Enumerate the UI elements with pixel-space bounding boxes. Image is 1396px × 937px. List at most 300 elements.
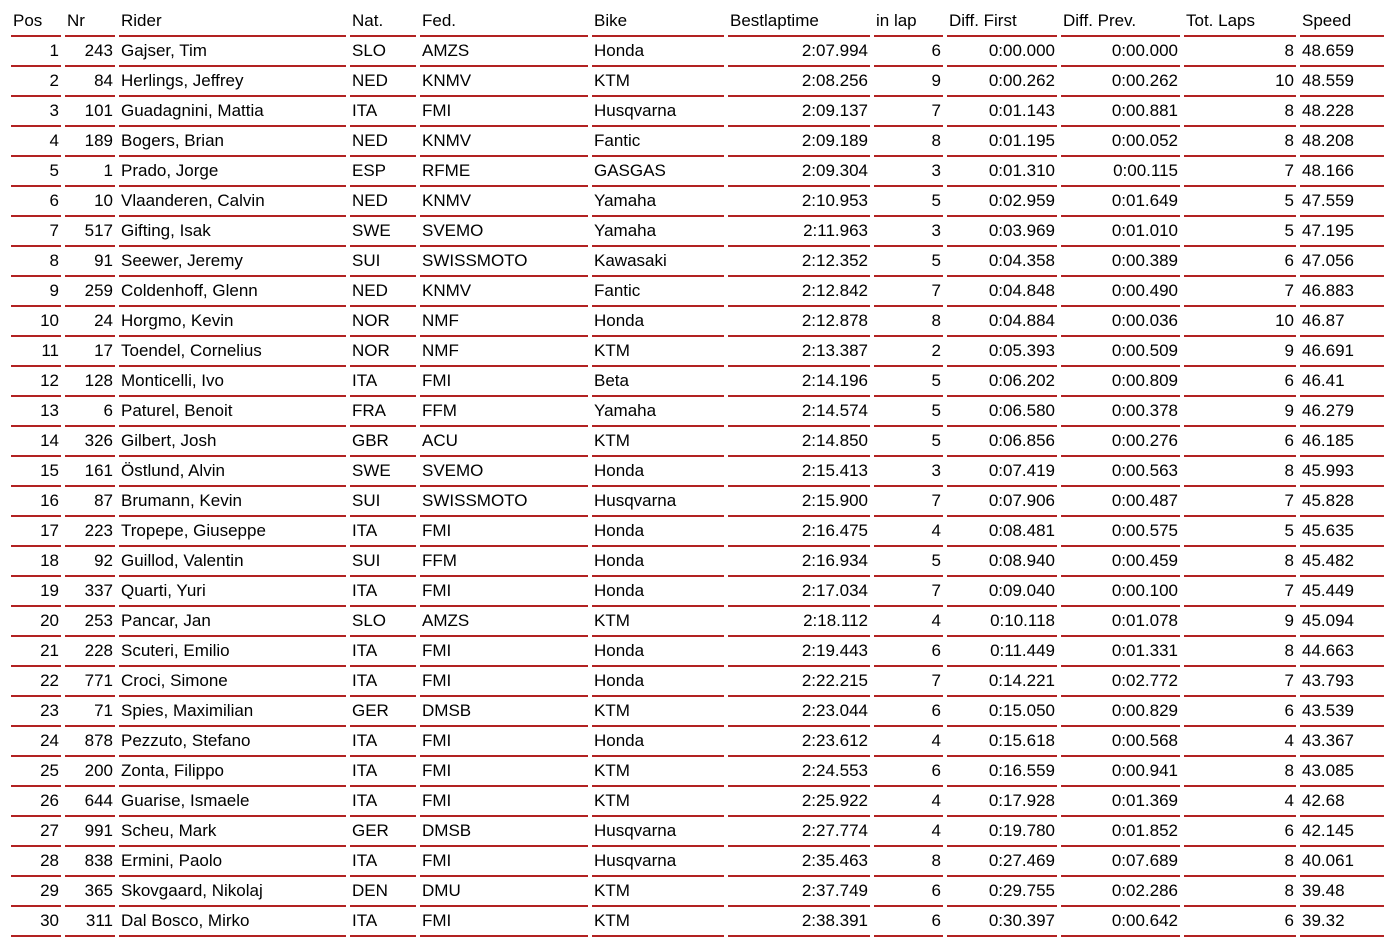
cell-in-lap: 6 <box>874 757 943 787</box>
cell-rider: Guarise, Ismaele <box>119 787 346 817</box>
cell-rider: Zonta, Filippo <box>119 757 346 787</box>
cell-rider: Herlings, Jeffrey <box>119 67 346 97</box>
cell-fed: SWISSMOTO <box>420 247 588 277</box>
cell-nr: 644 <box>65 787 115 817</box>
cell-in-lap: 4 <box>874 817 943 847</box>
cell-nat: GER <box>350 697 416 727</box>
cell-diff-prev: 0:00.642 <box>1061 907 1180 937</box>
cell-bestlaptime: 2:12.352 <box>728 247 870 277</box>
cell-rider: Pezzuto, Stefano <box>119 727 346 757</box>
cell-nr: 311 <box>65 907 115 937</box>
cell-tot-laps: 7 <box>1184 487 1296 517</box>
cell-nr: 228 <box>65 637 115 667</box>
cell-diff-first: 0:01.195 <box>947 127 1057 157</box>
cell-nat: NOR <box>350 307 416 337</box>
cell-diff-first: 0:07.906 <box>947 487 1057 517</box>
cell-bike: KTM <box>592 757 724 787</box>
cell-diff-first: 0:07.419 <box>947 457 1057 487</box>
cell-fed: SVEMO <box>420 217 588 247</box>
col-header-nr: Nr <box>65 7 115 37</box>
cell-bike: KTM <box>592 907 724 937</box>
cell-diff-first: 0:01.310 <box>947 157 1057 187</box>
cell-fed: KNMV <box>420 277 588 307</box>
cell-tot-laps: 8 <box>1184 637 1296 667</box>
cell-tot-laps: 4 <box>1184 727 1296 757</box>
cell-nat: GER <box>350 817 416 847</box>
cell-diff-prev: 0:00.881 <box>1061 97 1180 127</box>
cell-bike: Yamaha <box>592 187 724 217</box>
table-row <box>11 187 1384 217</box>
cell-bike: Husqvarna <box>592 847 724 877</box>
cell-nat: GBR <box>350 427 416 457</box>
cell-diff-first: 0:27.469 <box>947 847 1057 877</box>
col-header-rider: Rider <box>119 7 346 37</box>
cell-pos: 2 <box>11 67 61 97</box>
cell-pos: 15 <box>11 457 61 487</box>
cell-speed: 40.061 <box>1300 847 1384 877</box>
table-row <box>11 487 1384 517</box>
cell-diff-prev: 0:00.459 <box>1061 547 1180 577</box>
cell-pos: 16 <box>11 487 61 517</box>
cell-tot-laps: 5 <box>1184 217 1296 247</box>
cell-nat: SUI <box>350 247 416 277</box>
cell-tot-laps: 6 <box>1184 427 1296 457</box>
cell-diff-first: 0:15.050 <box>947 697 1057 727</box>
cell-bike: Honda <box>592 637 724 667</box>
cell-diff-first: 0:10.118 <box>947 607 1057 637</box>
cell-diff-first: 0:05.393 <box>947 337 1057 367</box>
cell-diff-prev: 0:00.052 <box>1061 127 1180 157</box>
cell-in-lap: 2 <box>874 337 943 367</box>
cell-rider: Gajser, Tim <box>119 37 346 67</box>
cell-fed: FMI <box>420 637 588 667</box>
cell-nat: SUI <box>350 547 416 577</box>
cell-diff-first: 0:04.358 <box>947 247 1057 277</box>
results-body <box>11 37 1384 937</box>
cell-tot-laps: 8 <box>1184 37 1296 67</box>
cell-bike: Honda <box>592 727 724 757</box>
cell-diff-first: 0:06.202 <box>947 367 1057 397</box>
cell-bestlaptime: 2:09.137 <box>728 97 870 127</box>
cell-fed: FMI <box>420 577 588 607</box>
cell-pos: 30 <box>11 907 61 937</box>
cell-bestlaptime: 2:09.304 <box>728 157 870 187</box>
table-row <box>11 37 1384 67</box>
cell-bestlaptime: 2:14.850 <box>728 427 870 457</box>
cell-bestlaptime: 2:17.034 <box>728 577 870 607</box>
cell-diff-first: 0:00.262 <box>947 67 1057 97</box>
cell-in-lap: 5 <box>874 547 943 577</box>
cell-nat: ITA <box>350 907 416 937</box>
cell-rider: Brumann, Kevin <box>119 487 346 517</box>
cell-in-lap: 5 <box>874 367 943 397</box>
col-header-nat: Nat. <box>350 7 416 37</box>
cell-in-lap: 9 <box>874 67 943 97</box>
cell-tot-laps: 8 <box>1184 457 1296 487</box>
cell-fed: FMI <box>420 367 588 397</box>
cell-rider: Guillod, Valentin <box>119 547 346 577</box>
cell-bestlaptime: 2:38.391 <box>728 907 870 937</box>
cell-tot-laps: 8 <box>1184 97 1296 127</box>
cell-speed: 42.68 <box>1300 787 1384 817</box>
cell-fed: FMI <box>420 847 588 877</box>
cell-diff-prev: 0:07.689 <box>1061 847 1180 877</box>
cell-speed: 47.559 <box>1300 187 1384 217</box>
cell-nr: 253 <box>65 607 115 637</box>
cell-fed: FFM <box>420 547 588 577</box>
cell-tot-laps: 5 <box>1184 517 1296 547</box>
cell-speed: 46.185 <box>1300 427 1384 457</box>
cell-tot-laps: 7 <box>1184 277 1296 307</box>
table-row <box>11 217 1384 247</box>
cell-diff-first: 0:08.481 <box>947 517 1057 547</box>
cell-nr: 200 <box>65 757 115 787</box>
cell-nr: 243 <box>65 37 115 67</box>
cell-nat: NED <box>350 67 416 97</box>
cell-pos: 11 <box>11 337 61 367</box>
cell-diff-prev: 0:00.490 <box>1061 277 1180 307</box>
cell-in-lap: 5 <box>874 247 943 277</box>
cell-speed: 42.145 <box>1300 817 1384 847</box>
cell-tot-laps: 9 <box>1184 607 1296 637</box>
cell-bike: Kawasaki <box>592 247 724 277</box>
table-row <box>11 817 1384 847</box>
cell-bestlaptime: 2:14.574 <box>728 397 870 427</box>
table-row <box>11 757 1384 787</box>
cell-fed: SWISSMOTO <box>420 487 588 517</box>
cell-rider: Ermini, Paolo <box>119 847 346 877</box>
cell-nat: NOR <box>350 337 416 367</box>
cell-bike: Honda <box>592 517 724 547</box>
cell-diff-prev: 0:01.369 <box>1061 787 1180 817</box>
cell-rider: Guadagnini, Mattia <box>119 97 346 127</box>
cell-bestlaptime: 2:10.953 <box>728 187 870 217</box>
cell-nr: 17 <box>65 337 115 367</box>
cell-speed: 45.449 <box>1300 577 1384 607</box>
cell-nat: ITA <box>350 757 416 787</box>
cell-rider: Gilbert, Josh <box>119 427 346 457</box>
cell-nr: 6 <box>65 397 115 427</box>
cell-diff-first: 0:04.884 <box>947 307 1057 337</box>
cell-pos: 5 <box>11 157 61 187</box>
cell-speed: 48.659 <box>1300 37 1384 67</box>
cell-fed: FMI <box>420 667 588 697</box>
cell-diff-first: 0:04.848 <box>947 277 1057 307</box>
col-header-in-lap: in lap <box>874 7 943 37</box>
cell-fed: NMF <box>420 307 588 337</box>
cell-diff-first: 0:00.000 <box>947 37 1057 67</box>
cell-rider: Vlaanderen, Calvin <box>119 187 346 217</box>
cell-pos: 13 <box>11 397 61 427</box>
table-row <box>11 727 1384 757</box>
cell-bike: KTM <box>592 877 724 907</box>
table-row <box>11 67 1384 97</box>
cell-speed: 47.056 <box>1300 247 1384 277</box>
cell-bike: Honda <box>592 577 724 607</box>
header-row <box>11 7 1384 37</box>
cell-bike: Husqvarna <box>592 97 724 127</box>
cell-bestlaptime: 2:25.922 <box>728 787 870 817</box>
table-row <box>11 517 1384 547</box>
cell-pos: 7 <box>11 217 61 247</box>
cell-rider: Quarti, Yuri <box>119 577 346 607</box>
cell-speed: 43.793 <box>1300 667 1384 697</box>
table-row <box>11 607 1384 637</box>
cell-pos: 29 <box>11 877 61 907</box>
cell-nr: 92 <box>65 547 115 577</box>
table-row <box>11 277 1384 307</box>
cell-tot-laps: 8 <box>1184 127 1296 157</box>
cell-bestlaptime: 2:15.900 <box>728 487 870 517</box>
cell-pos: 12 <box>11 367 61 397</box>
cell-fed: ACU <box>420 427 588 457</box>
cell-nr: 128 <box>65 367 115 397</box>
cell-fed: DMSB <box>420 817 588 847</box>
cell-bike: KTM <box>592 697 724 727</box>
cell-speed: 43.367 <box>1300 727 1384 757</box>
cell-nat: ITA <box>350 517 416 547</box>
cell-nr: 87 <box>65 487 115 517</box>
cell-in-lap: 7 <box>874 277 943 307</box>
cell-fed: KNMV <box>420 127 588 157</box>
cell-tot-laps: 8 <box>1184 547 1296 577</box>
cell-nr: 84 <box>65 67 115 97</box>
cell-in-lap: 5 <box>874 397 943 427</box>
cell-nat: ESP <box>350 157 416 187</box>
cell-fed: DMU <box>420 877 588 907</box>
cell-diff-prev: 0:00.829 <box>1061 697 1180 727</box>
cell-in-lap: 8 <box>874 307 943 337</box>
cell-speed: 45.635 <box>1300 517 1384 547</box>
cell-diff-prev: 0:00.262 <box>1061 67 1180 97</box>
cell-pos: 9 <box>11 277 61 307</box>
cell-bike: Honda <box>592 457 724 487</box>
cell-fed: FFM <box>420 397 588 427</box>
cell-speed: 45.094 <box>1300 607 1384 637</box>
col-header-speed: Speed <box>1300 7 1384 37</box>
table-row <box>11 577 1384 607</box>
cell-tot-laps: 5 <box>1184 187 1296 217</box>
cell-tot-laps: 7 <box>1184 577 1296 607</box>
cell-rider: Seewer, Jeremy <box>119 247 346 277</box>
cell-in-lap: 3 <box>874 457 943 487</box>
cell-nat: ITA <box>350 667 416 697</box>
cell-rider: Coldenhoff, Glenn <box>119 277 346 307</box>
cell-in-lap: 3 <box>874 217 943 247</box>
cell-nat: ITA <box>350 637 416 667</box>
cell-diff-first: 0:08.940 <box>947 547 1057 577</box>
cell-in-lap: 6 <box>874 37 943 67</box>
table-row <box>11 547 1384 577</box>
cell-tot-laps: 7 <box>1184 667 1296 697</box>
cell-bestlaptime: 2:12.878 <box>728 307 870 337</box>
cell-nat: DEN <box>350 877 416 907</box>
cell-fed: AMZS <box>420 37 588 67</box>
cell-bike: KTM <box>592 337 724 367</box>
cell-speed: 46.87 <box>1300 307 1384 337</box>
cell-diff-prev: 0:00.000 <box>1061 37 1180 67</box>
cell-nr: 771 <box>65 667 115 697</box>
cell-nr: 326 <box>65 427 115 457</box>
cell-diff-first: 0:16.559 <box>947 757 1057 787</box>
cell-diff-prev: 0:01.852 <box>1061 817 1180 847</box>
table-row <box>11 97 1384 127</box>
cell-diff-prev: 0:00.563 <box>1061 457 1180 487</box>
cell-nat: NED <box>350 187 416 217</box>
table-row <box>11 127 1384 157</box>
table-row <box>11 457 1384 487</box>
cell-speed: 46.691 <box>1300 337 1384 367</box>
table-row <box>11 157 1384 187</box>
cell-speed: 45.828 <box>1300 487 1384 517</box>
cell-diff-first: 0:17.928 <box>947 787 1057 817</box>
cell-nr: 101 <box>65 97 115 127</box>
cell-bike: Honda <box>592 37 724 67</box>
cell-nat: ITA <box>350 727 416 757</box>
table-row <box>11 337 1384 367</box>
cell-tot-laps: 6 <box>1184 907 1296 937</box>
cell-diff-prev: 0:00.100 <box>1061 577 1180 607</box>
cell-in-lap: 3 <box>874 157 943 187</box>
cell-bestlaptime: 2:11.963 <box>728 217 870 247</box>
col-header-bike: Bike <box>592 7 724 37</box>
cell-bestlaptime: 2:14.196 <box>728 367 870 397</box>
cell-fed: FMI <box>420 727 588 757</box>
cell-diff-first: 0:15.618 <box>947 727 1057 757</box>
cell-in-lap: 7 <box>874 577 943 607</box>
cell-speed: 46.41 <box>1300 367 1384 397</box>
cell-in-lap: 8 <box>874 127 943 157</box>
cell-bike: Husqvarna <box>592 487 724 517</box>
cell-pos: 22 <box>11 667 61 697</box>
cell-nr: 189 <box>65 127 115 157</box>
cell-fed: SVEMO <box>420 457 588 487</box>
cell-bestlaptime: 2:23.612 <box>728 727 870 757</box>
cell-diff-prev: 0:00.378 <box>1061 397 1180 427</box>
cell-diff-prev: 0:00.941 <box>1061 757 1180 787</box>
cell-rider: Scuteri, Emilio <box>119 637 346 667</box>
cell-pos: 23 <box>11 697 61 727</box>
cell-nat: SWE <box>350 457 416 487</box>
cell-pos: 8 <box>11 247 61 277</box>
cell-bike: GASGAS <box>592 157 724 187</box>
cell-diff-first: 0:06.580 <box>947 397 1057 427</box>
cell-tot-laps: 6 <box>1184 367 1296 397</box>
cell-tot-laps: 6 <box>1184 697 1296 727</box>
cell-diff-first: 0:19.780 <box>947 817 1057 847</box>
cell-bestlaptime: 2:12.842 <box>728 277 870 307</box>
cell-bike: Yamaha <box>592 217 724 247</box>
col-header-bestlaptime: Bestlaptime <box>728 7 870 37</box>
cell-bestlaptime: 2:23.044 <box>728 697 870 727</box>
cell-diff-prev: 0:02.286 <box>1061 877 1180 907</box>
cell-fed: DMSB <box>420 697 588 727</box>
cell-diff-prev: 0:02.772 <box>1061 667 1180 697</box>
cell-pos: 14 <box>11 427 61 457</box>
cell-bestlaptime: 2:35.463 <box>728 847 870 877</box>
cell-nr: 365 <box>65 877 115 907</box>
cell-bestlaptime: 2:07.994 <box>728 37 870 67</box>
table-row <box>11 637 1384 667</box>
cell-nat: ITA <box>350 367 416 397</box>
cell-rider: Tropepe, Giuseppe <box>119 517 346 547</box>
cell-rider: Monticelli, Ivo <box>119 367 346 397</box>
cell-fed: FMI <box>420 517 588 547</box>
cell-speed: 45.993 <box>1300 457 1384 487</box>
cell-nr: 517 <box>65 217 115 247</box>
cell-bestlaptime: 2:22.215 <box>728 667 870 697</box>
cell-in-lap: 4 <box>874 787 943 817</box>
cell-pos: 25 <box>11 757 61 787</box>
cell-in-lap: 6 <box>874 877 943 907</box>
cell-bike: Fantic <box>592 127 724 157</box>
cell-diff-prev: 0:00.568 <box>1061 727 1180 757</box>
cell-diff-prev: 0:00.036 <box>1061 307 1180 337</box>
cell-bike: Honda <box>592 307 724 337</box>
cell-pos: 18 <box>11 547 61 577</box>
table-row <box>11 367 1384 397</box>
cell-diff-prev: 0:01.078 <box>1061 607 1180 637</box>
cell-nat: SWE <box>350 217 416 247</box>
cell-rider: Dal Bosco, Mirko <box>119 907 346 937</box>
cell-pos: 17 <box>11 517 61 547</box>
cell-rider: Scheu, Mark <box>119 817 346 847</box>
table-row <box>11 877 1384 907</box>
cell-speed: 44.663 <box>1300 637 1384 667</box>
cell-bestlaptime: 2:19.443 <box>728 637 870 667</box>
cell-speed: 48.208 <box>1300 127 1384 157</box>
cell-bestlaptime: 2:18.112 <box>728 607 870 637</box>
cell-rider: Bogers, Brian <box>119 127 346 157</box>
cell-nr: 71 <box>65 697 115 727</box>
cell-diff-first: 0:30.397 <box>947 907 1057 937</box>
cell-nr: 1 <box>65 157 115 187</box>
results-table <box>7 7 1388 937</box>
cell-nr: 91 <box>65 247 115 277</box>
cell-nat: ITA <box>350 577 416 607</box>
cell-speed: 48.559 <box>1300 67 1384 97</box>
cell-tot-laps: 9 <box>1184 337 1296 367</box>
cell-nat: SUI <box>350 487 416 517</box>
cell-nr: 878 <box>65 727 115 757</box>
cell-nr: 24 <box>65 307 115 337</box>
cell-fed: KNMV <box>420 187 588 217</box>
table-row <box>11 787 1384 817</box>
cell-rider: Östlund, Alvin <box>119 457 346 487</box>
cell-bike: KTM <box>592 427 724 457</box>
cell-nr: 259 <box>65 277 115 307</box>
cell-in-lap: 7 <box>874 487 943 517</box>
cell-diff-first: 0:14.221 <box>947 667 1057 697</box>
cell-bestlaptime: 2:13.387 <box>728 337 870 367</box>
cell-nr: 161 <box>65 457 115 487</box>
cell-nat: SLO <box>350 607 416 637</box>
col-header-pos: Pos <box>11 7 61 37</box>
cell-tot-laps: 6 <box>1184 247 1296 277</box>
cell-bestlaptime: 2:16.475 <box>728 517 870 547</box>
cell-speed: 43.085 <box>1300 757 1384 787</box>
cell-speed: 47.195 <box>1300 217 1384 247</box>
cell-diff-prev: 0:00.809 <box>1061 367 1180 397</box>
cell-speed: 39.48 <box>1300 877 1384 907</box>
cell-bestlaptime: 2:08.256 <box>728 67 870 97</box>
cell-nr: 337 <box>65 577 115 607</box>
cell-diff-first: 0:11.449 <box>947 637 1057 667</box>
cell-bestlaptime: 2:09.189 <box>728 127 870 157</box>
cell-nat: FRA <box>350 397 416 427</box>
cell-in-lap: 4 <box>874 607 943 637</box>
cell-in-lap: 8 <box>874 847 943 877</box>
